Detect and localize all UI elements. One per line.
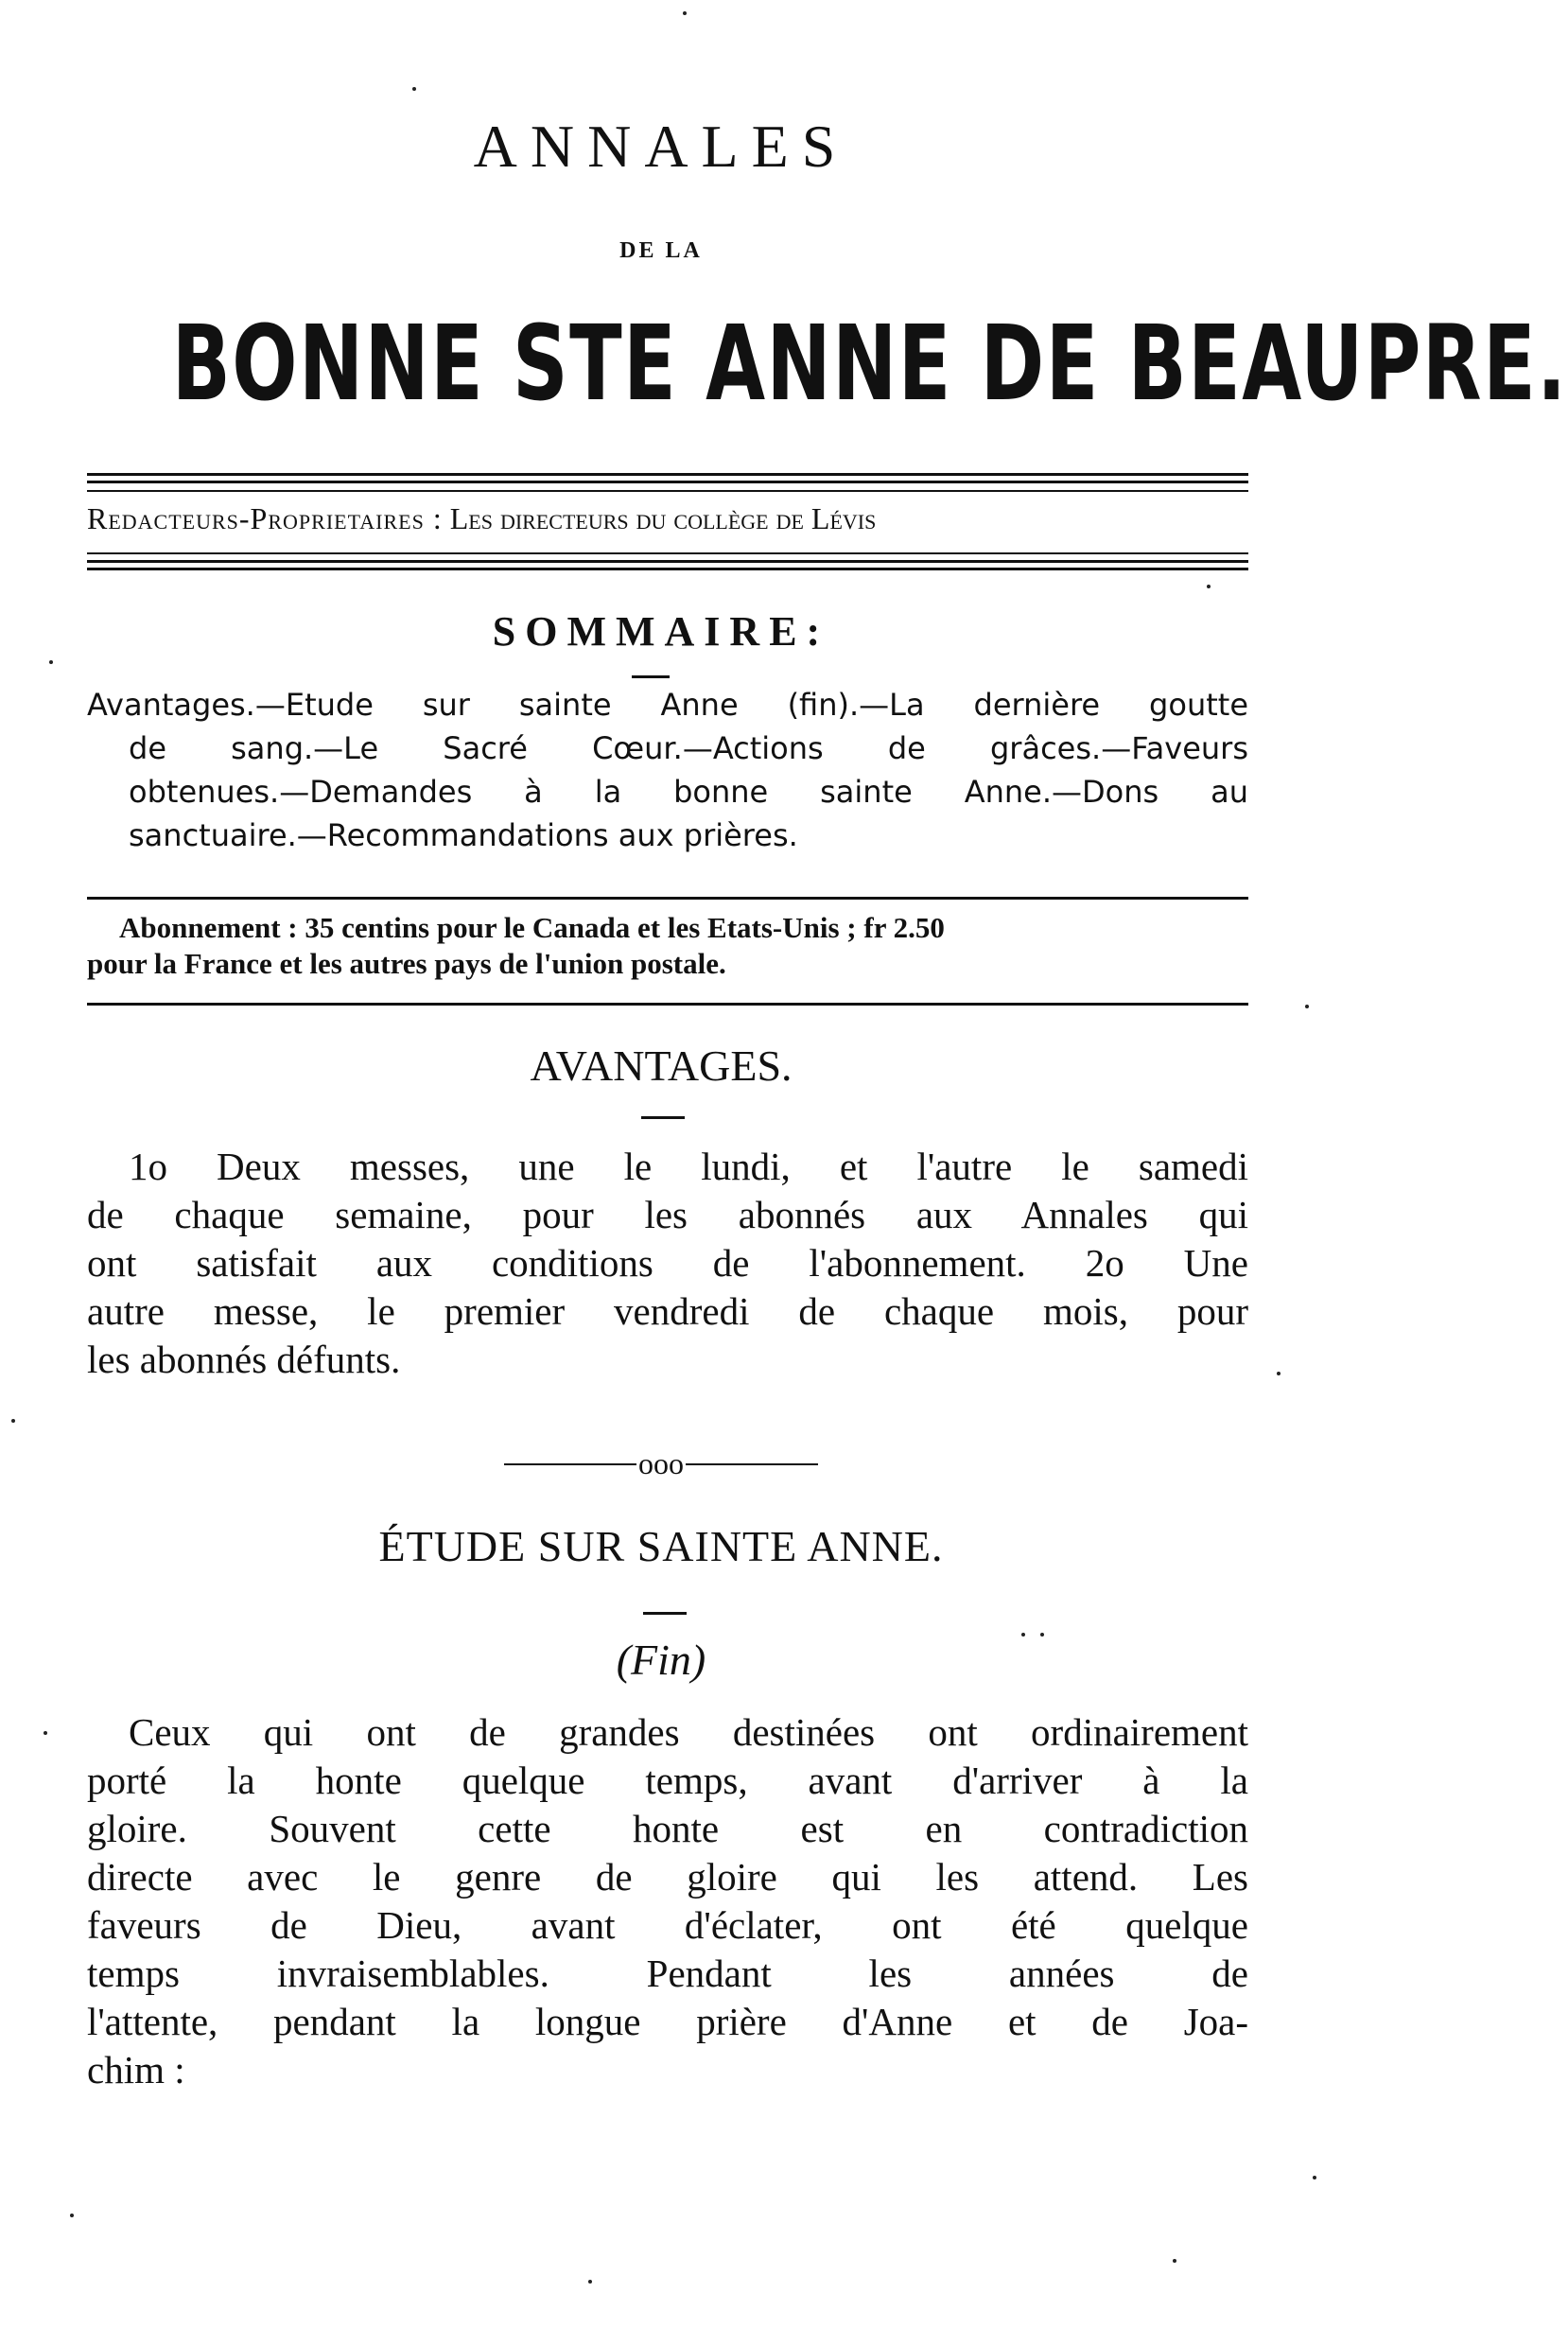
main-title: BONNE STE ANNE DE BEAUPRE.	[171, 303, 1568, 424]
print-speck	[412, 87, 416, 91]
rule-divider	[87, 473, 1248, 476]
rule-divider	[87, 552, 1248, 554]
abonnement-note	[87, 910, 1248, 982]
paragraph-line: les abonnés défunts.	[87, 1338, 401, 1381]
sommaire-text	[87, 683, 1248, 857]
rule-divider	[87, 560, 1248, 563]
print-speck	[70, 2214, 74, 2217]
paragraph-line: faveurs de Dieu, avant d'éclater, ont été quelque	[87, 1903, 1248, 1947]
paragraph-line: ont satisfait aux conditions de l'abonnement. 2o Une	[87, 1241, 1248, 1285]
separator-bar	[686, 1463, 818, 1465]
print-speck	[1173, 2259, 1176, 2263]
masthead-subtitle: DE LA	[619, 238, 703, 263]
print-speck	[1021, 1633, 1025, 1637]
rule-divider	[87, 490, 1248, 492]
heading-dash	[632, 675, 670, 678]
section-separator	[0, 1444, 1322, 1481]
sommaire-line: Avantages.—Etude sur sainte Anne (fin).—La dernière goutte	[87, 687, 1248, 723]
rule-divider	[87, 1003, 1248, 1006]
paragraph-line: 1o Deux messes, une le lundi, et l'autre le samedi	[129, 1145, 1248, 1188]
paragraph-line: temps invraisemblables. Pendant les années de	[87, 1952, 1248, 1995]
paragraph-line: chim :	[87, 2048, 185, 2092]
paragraph-line: autre messe, le premier vendredi de chaque mois, pour	[87, 1289, 1248, 1333]
print-speck	[11, 1419, 15, 1423]
print-speck	[1277, 1372, 1281, 1375]
etude-subheading: (Fin)	[616, 1636, 706, 1684]
abonnement-line: Abonnement : 35 centins pour le Canada et les Etats-Unis ; fr 2.50	[119, 911, 945, 944]
heading-dash	[641, 1116, 685, 1119]
editors-line	[87, 501, 1248, 536]
print-speck	[44, 1731, 47, 1735]
sommaire-line: de sang.—Le Sacré Cœur.—Actions de grâces.—Faveurs	[129, 730, 1248, 766]
print-speck	[1040, 1633, 1044, 1637]
etude-heading: ÉTUDE SUR SAINTE ANNE.	[378, 1522, 944, 1570]
abonnement-line: pour la France et les autres pays de l'union postale.	[87, 947, 726, 980]
paragraph-line: Ceux qui ont de grandes destinées ont ordinairement	[129, 1710, 1248, 1754]
avantages-heading: AVANTAGES.	[530, 1041, 793, 1090]
etude-paragraph	[87, 1708, 1248, 2094]
separator-ornament: ooo	[638, 1446, 684, 1481]
paragraph-line: l'attente, pendant la longue prière d'Anne et de Joa-	[87, 2000, 1248, 2043]
heading-dash	[643, 1612, 687, 1615]
print-speck	[588, 2280, 592, 2284]
paragraph-line: de chaque semaine, pour les abonnés aux Annales qui	[87, 1193, 1248, 1236]
rule-divider	[87, 481, 1248, 483]
sommaire-heading: SOMMAIRE:	[492, 608, 830, 655]
paragraph-line: gloire. Souvent cette honte est en contradiction	[87, 1807, 1248, 1850]
avantages-paragraph	[87, 1143, 1248, 1384]
paragraph-line: directe avec le genre de gloire qui les attend. Les	[87, 1855, 1248, 1899]
paragraph-line: porté la honte quelque temps, avant d'arriver à la	[87, 1759, 1248, 1802]
print-speck	[49, 660, 53, 664]
sommaire-line: sanctuaire.—Recommandations aux prières.	[129, 817, 798, 853]
print-speck	[1207, 585, 1211, 588]
sommaire-line: obtenues.—Demandes à la bonne sainte Anne.—Dons au	[129, 774, 1248, 810]
masthead-title: ANNALES	[473, 113, 849, 180]
editors-value: Les directeurs du collège de Lévis	[449, 501, 877, 535]
print-speck	[1305, 1005, 1309, 1008]
print-speck	[683, 11, 687, 15]
rule-divider	[87, 897, 1248, 900]
print-speck	[1313, 2176, 1316, 2179]
editors-label: Redacteurs-Proprietaires :	[87, 501, 443, 535]
separator-bar	[504, 1463, 636, 1465]
rule-divider	[87, 568, 1248, 570]
